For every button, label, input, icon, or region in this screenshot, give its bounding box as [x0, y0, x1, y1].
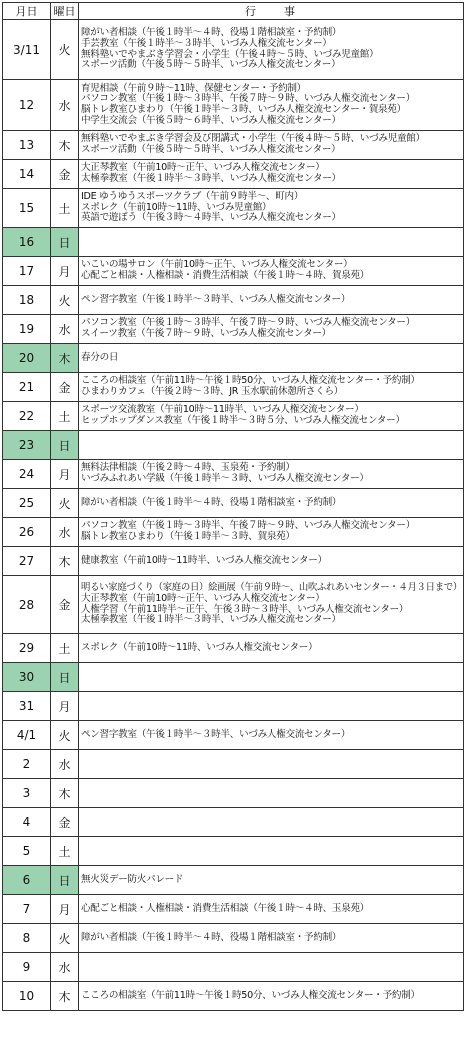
row-date: 16: [3, 228, 51, 257]
row-events: [79, 228, 464, 257]
event-item: 大正琴教室（午前10時～正午、いづみ人権交流センター）: [81, 162, 325, 174]
table-header-row: [3, 3, 464, 20]
event-item: 無料塾いでやまぶき学習会・小学生（午後４時～５時、いづみ児童館）: [81, 48, 379, 60]
table-row: [3, 228, 464, 257]
row-events: [79, 634, 464, 663]
row-weekday: 土: [51, 837, 79, 866]
row-weekday: 日: [51, 228, 79, 257]
event-item: 障がい者相談（午後１時半～４時、役場１階相談室・予約制）: [81, 496, 342, 508]
event-item: パソコン教室（午後１時～３時半、午後７時～９時、いづみ人権交流センター）: [81, 520, 415, 532]
row-weekday: 土: [51, 402, 79, 431]
row-date: 3: [3, 779, 51, 808]
row-date: 23: [3, 431, 51, 460]
header-event: 行 事: [79, 3, 464, 20]
event-item: 春分の日: [81, 351, 119, 363]
row-events: [79, 20, 464, 80]
row-events: [79, 344, 464, 373]
event-item: 無料塾いでやまぶき学習会及び閉講式・小学生（午後４時～５時、いづみ児童館）: [81, 133, 425, 145]
row-events: [79, 982, 464, 1011]
row-date: 26: [3, 518, 51, 547]
row-events: [79, 373, 464, 402]
row-weekday: 火: [51, 924, 79, 953]
event-item: IDE ゆうゆうスポーツクラブ（午前９時半～、町内）: [81, 191, 304, 203]
row-events: [79, 131, 464, 160]
table-row: [3, 895, 464, 924]
row-weekday: 火: [51, 721, 79, 750]
table-row: [3, 547, 464, 576]
row-weekday: 月: [51, 692, 79, 721]
row-date: 27: [3, 547, 51, 576]
row-events: [79, 402, 464, 431]
event-item: 心配ごと相談・人権相談・消費生活相談（午後１時～４時、玉泉苑）: [81, 902, 370, 914]
row-weekday: 月: [51, 895, 79, 924]
row-events: [79, 160, 464, 189]
table-row: [3, 576, 464, 634]
row-weekday: 日: [51, 431, 79, 460]
row-events: [79, 663, 464, 692]
table-row: [3, 344, 464, 373]
event-item: 大正琴教室（午前10時～正午、いづみ人権交流センター）: [81, 592, 325, 604]
row-weekday: 火: [51, 489, 79, 518]
event-item: 心配ごと相談・人権相談・消費生活相談（午後１時～４時、賀泉苑）: [81, 270, 370, 281]
table-row: [3, 779, 464, 808]
row-weekday: 金: [51, 160, 79, 189]
row-events: [79, 189, 464, 228]
row-date: 14: [3, 160, 51, 189]
event-item: 無料法律相談（午後２時～４時、玉泉苑・予約制）: [81, 462, 295, 474]
row-events: [79, 460, 464, 489]
row-date: 2: [3, 750, 51, 779]
event-item: ペン習字教室（午後１時半～３時半、いづみ人権交流センター）: [81, 293, 351, 305]
row-date: 10: [3, 982, 51, 1011]
row-date: 29: [3, 634, 51, 663]
row-weekday: 水: [51, 315, 79, 344]
row-date: 13: [3, 131, 51, 160]
table-row: [3, 982, 464, 1011]
table-row: [3, 866, 464, 895]
row-date: 17: [3, 257, 51, 286]
row-date: 20: [3, 344, 51, 373]
row-weekday: 火: [51, 20, 79, 80]
row-date: 28: [3, 576, 51, 634]
event-item: 育児相談（午前９時～11時、保健センター・予約制）: [81, 82, 306, 94]
row-events: [79, 866, 464, 895]
row-events: [79, 576, 464, 634]
table-row: [3, 721, 464, 750]
table-row: [3, 808, 464, 837]
event-item: ペン習字教室（午後１時半～３時半、いづみ人権交流センター）: [81, 728, 351, 740]
event-item: 太極拳教室（午後１時半～３時半、いづみ人権交流センター）: [81, 173, 341, 184]
row-weekday: 月: [51, 257, 79, 286]
table-row: [3, 750, 464, 779]
row-events: [79, 953, 464, 982]
event-item: 人権学習（午前11時半～正午、午後３時～３時半、いづみ人権交流センター）: [81, 603, 409, 615]
event-item: スポーツ活動（午後５時～５時半、いづみ人権交流センター）: [81, 144, 341, 155]
event-item: こころの相談室（午前11時～午後１時50分、いづみ人権交流センター・予約制）: [81, 375, 420, 387]
row-events: [79, 257, 464, 286]
event-item: 明るい家庭づくり（家庭の日）絵画展（午前９時～、山吹ふれあいセンター・４月３日まで）: [81, 582, 462, 594]
event-item: 中学生交流会（午後５時～６時半、いづみ人権交流センター）: [81, 114, 341, 126]
event-item: 障がい者相談（午後１時半～４時、役場１階相談室・予約制）: [81, 27, 342, 39]
table-row: [3, 837, 464, 866]
table-row: [3, 663, 464, 692]
table-row: [3, 953, 464, 982]
event-item: 脳トレ教室ひまわり（午後１時半～３時、賀泉苑）: [81, 531, 295, 542]
row-events: [79, 315, 464, 344]
event-item: 無火災デー防火パレード: [81, 873, 184, 885]
row-weekday: 土: [51, 634, 79, 663]
event-item: いこいの場サロン（午前10時～正午、いづみ人権交流センター）: [81, 259, 353, 271]
row-date: 8: [3, 924, 51, 953]
row-events: [79, 518, 464, 547]
row-date: 15: [3, 189, 51, 228]
event-item: パソコン教室（午後１時～３時半、午後７時～９時、いづみ人権交流センター）: [81, 93, 415, 105]
row-date: 21: [3, 373, 51, 402]
event-item: ひまわりカフェ（午後２時～３時、JR 玉水駅前休憩所さくら）: [81, 386, 344, 397]
row-weekday: 水: [51, 80, 79, 131]
table-row: [3, 20, 464, 80]
row-weekday: 木: [51, 779, 79, 808]
row-weekday: 木: [51, 131, 79, 160]
row-weekday: 月: [51, 460, 79, 489]
row-weekday: 火: [51, 286, 79, 315]
row-events: [79, 286, 464, 315]
event-item: スポレク（午前10時～11時、いづみ児童館）: [81, 201, 272, 213]
event-item: いづみふれあい学級（午後１時半～３時、いづみ人権交流センター）: [81, 473, 369, 484]
row-date: 3/11: [3, 20, 51, 80]
table-row: [3, 373, 464, 402]
header-weekday: 曜日: [51, 3, 79, 20]
row-weekday: 土: [51, 189, 79, 228]
row-date: 18: [3, 286, 51, 315]
row-weekday: 金: [51, 808, 79, 837]
table-row: [3, 518, 464, 547]
row-date: 6: [3, 866, 51, 895]
row-date: 30: [3, 663, 51, 692]
row-events: [79, 489, 464, 518]
row-weekday: 木: [51, 547, 79, 576]
event-item: パソコン教室（午後１時～３時半、午後７時～９時、いづみ人権交流センター）: [81, 317, 415, 329]
schedule-body: [3, 20, 464, 1011]
row-events: [79, 837, 464, 866]
row-date: 31: [3, 692, 51, 721]
row-events: [79, 721, 464, 750]
row-date: 9: [3, 953, 51, 982]
row-weekday: 日: [51, 866, 79, 895]
event-item: ヒップホップダンス教室（午後１時半～３時５分、いづみ人権交流センター）: [81, 415, 405, 426]
table-row: [3, 402, 464, 431]
event-item: 脳トレ教室ひまわり（午後１時半～３時、いづみ人権交流センター・賀泉苑）: [81, 104, 406, 115]
event-item: スポーツ交流教室（午前10時～11時半、いづみ人権交流センター）: [81, 404, 364, 416]
table-row: [3, 160, 464, 189]
row-date: 24: [3, 460, 51, 489]
row-events: [79, 692, 464, 721]
row-weekday: 金: [51, 576, 79, 634]
row-weekday: 水: [51, 750, 79, 779]
table-row: [3, 634, 464, 663]
event-item: スポレク（午前10時～11時、いづみ人権交流センター）: [81, 641, 318, 653]
table-row: [3, 489, 464, 518]
table-row: [3, 80, 464, 131]
row-weekday: 水: [51, 953, 79, 982]
event-item: こころの相談室（午前11時～午後１時50分、いづみ人権交流センター・予約制）: [81, 989, 420, 1001]
event-schedule-table: [2, 2, 464, 1011]
event-item: スイーツ教室（午後７時～９時、いづみ人権交流センター）: [81, 328, 331, 339]
row-weekday: 木: [51, 982, 79, 1011]
table-row: [3, 692, 464, 721]
row-date: 12: [3, 80, 51, 131]
event-item: 健康教室（午前10時～11時半、いづみ人権交流センター）: [81, 554, 327, 566]
row-weekday: 日: [51, 663, 79, 692]
row-date: 22: [3, 402, 51, 431]
row-weekday: 木: [51, 344, 79, 373]
row-date: 25: [3, 489, 51, 518]
row-events: [79, 924, 464, 953]
row-events: [79, 895, 464, 924]
row-events: [79, 431, 464, 460]
row-date: 19: [3, 315, 51, 344]
event-item: 手芸教室（午後１時半～３時半、いづみ人権交流センター）: [81, 37, 332, 49]
table-row: [3, 315, 464, 344]
table-row: [3, 924, 464, 953]
row-events: [79, 808, 464, 837]
table-row: [3, 131, 464, 160]
row-events: [79, 80, 464, 131]
row-weekday: 水: [51, 518, 79, 547]
event-item: 障がい者相談（午後１時半～４時、役場１階相談室・予約制）: [81, 931, 342, 943]
row-weekday: 金: [51, 373, 79, 402]
row-events: [79, 750, 464, 779]
row-events: [79, 779, 464, 808]
row-date: 4: [3, 808, 51, 837]
header-date: 月日: [3, 3, 51, 20]
event-item: 太極拳教室（午後１時半～３時半、いづみ人権交流センター）: [81, 614, 341, 626]
event-item: 英語で遊ぼう（午後３時～４時半、いづみ人権交流センター）: [81, 212, 341, 224]
row-events: [79, 547, 464, 576]
table-row: [3, 460, 464, 489]
event-item: スポーツ活動（午後５時～５時半、いづみ人権交流センター）: [81, 59, 341, 71]
table-row: [3, 286, 464, 315]
row-date: 5: [3, 837, 51, 866]
table-row: [3, 189, 464, 228]
table-row: [3, 257, 464, 286]
table-row: [3, 431, 464, 460]
row-date: 7: [3, 895, 51, 924]
row-date: 4/1: [3, 721, 51, 750]
